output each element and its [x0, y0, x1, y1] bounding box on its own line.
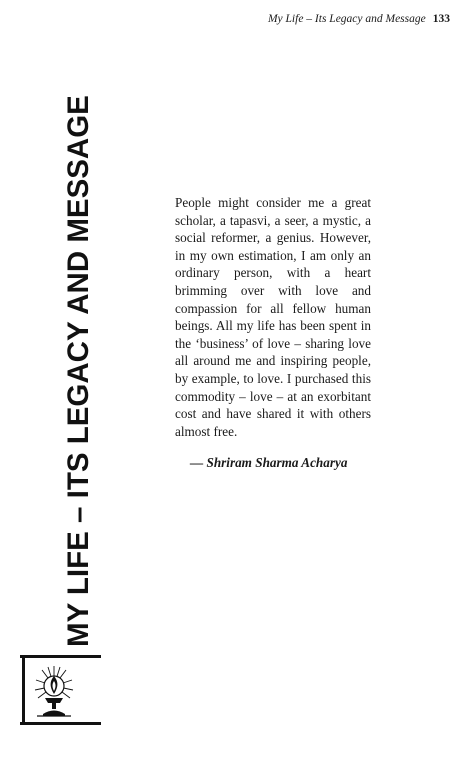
page-number: 133 [432, 13, 450, 25]
flame-lamp-emblem-icon [33, 664, 75, 718]
quote-text: People might consider me a great scholar, a tapasvi, a seer, a mystic, a social reformer, a genius. However, in my own estimation, I am only an ordinary person, with a heart brimming over with love and compassion for all fellow human beings. All my life has been spent in the ‘business’ of love – sharing love all around me and inspiring people, by example, to love. I purchased this commodity – love – at an exorbitant cost and have shared it with others almost free. [175, 195, 371, 439]
running-head [268, 13, 450, 25]
emblem-frame-bottom-rule [20, 722, 101, 725]
emblem-frame-top-rule [20, 655, 101, 658]
running-head-title: My Life – Its Legacy and Message [267, 13, 426, 25]
emblem-frame-side-rule [22, 655, 25, 725]
quote-attribution: — Shriram Sharma Acharya [190, 455, 348, 470]
spine-title: MY LIFE – ITS LEGACY AND MESSAGE [62, 95, 95, 647]
